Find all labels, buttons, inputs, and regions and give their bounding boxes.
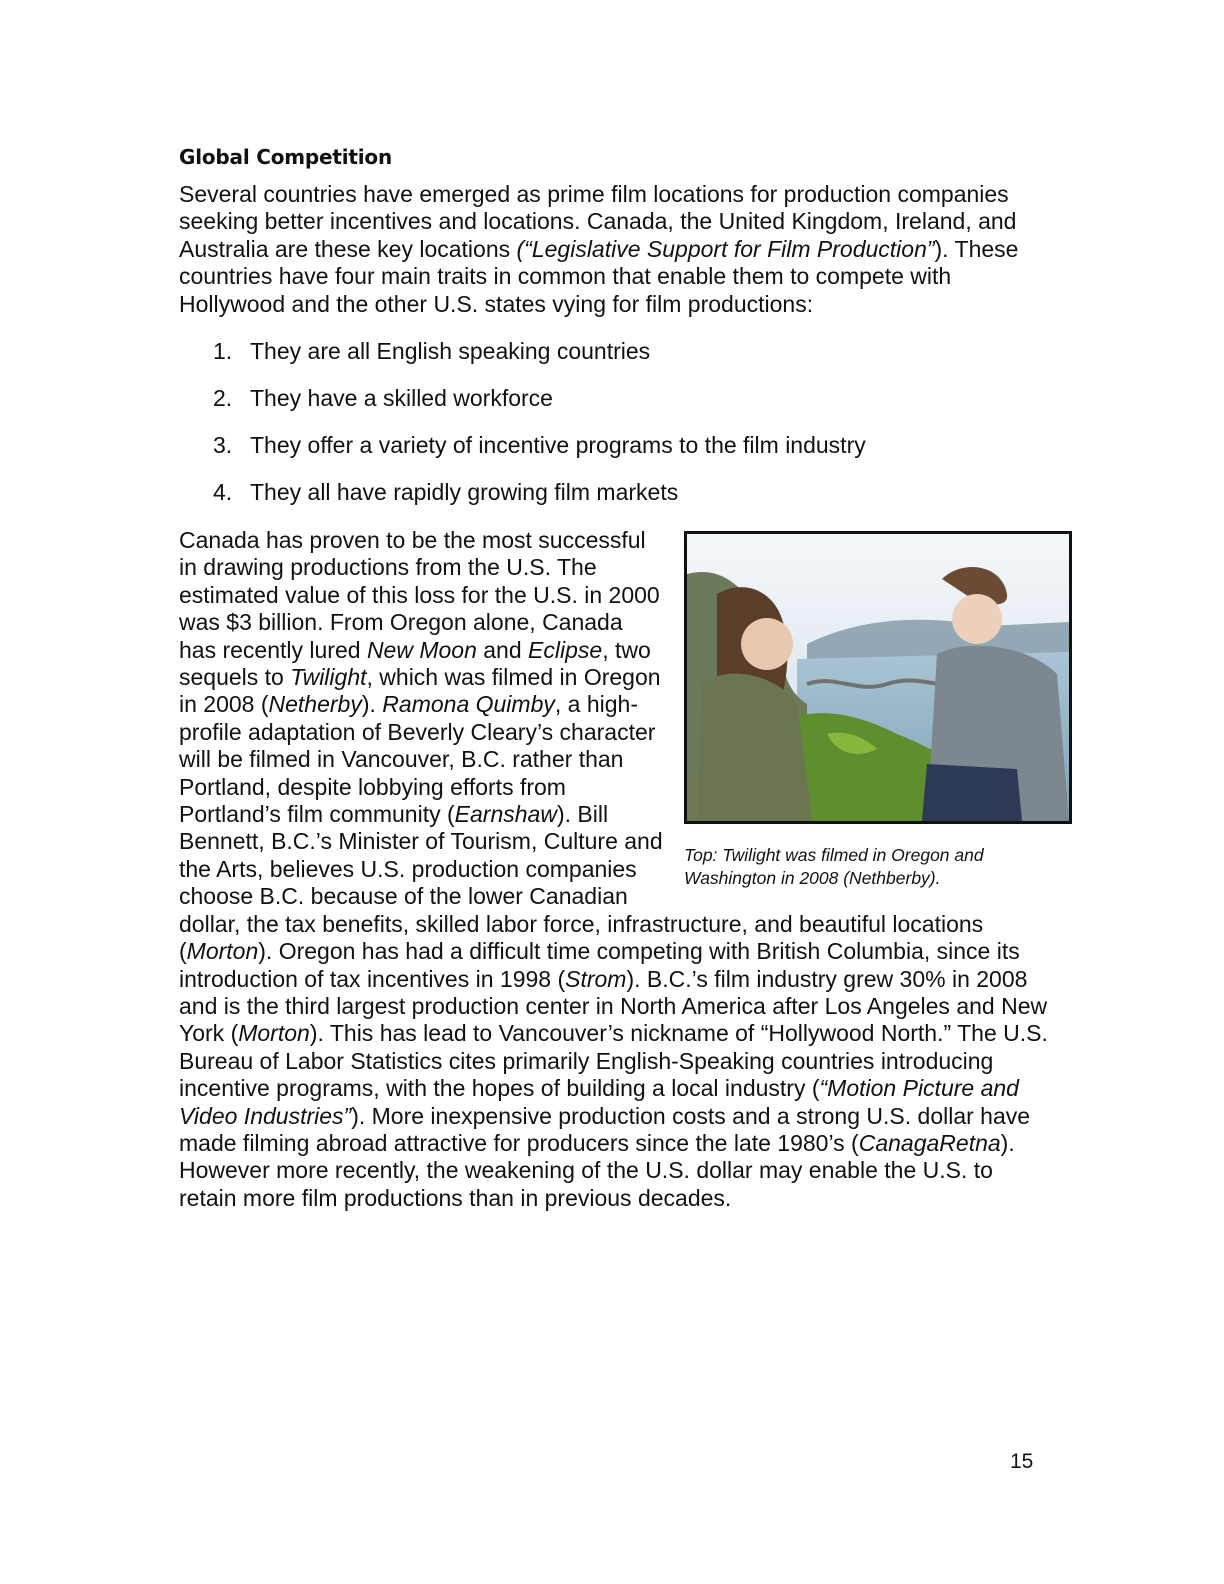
list-item-text: They all have rapidly growing film markets <box>250 479 679 505</box>
body-paragraph <box>179 527 1049 1212</box>
list-item <box>179 383 1049 430</box>
list-item-text: They are all English speaking countries <box>250 338 651 364</box>
list-number: 2. <box>213 385 233 411</box>
body-text: , a high-profile adaptation of Beverly Cleary’s character will be filmed in Vancouver, B.C. rather than Portland, despite lobbying efforts from Portland’s film community ( <box>179 691 656 828</box>
citation: Netherby <box>268 691 362 718</box>
film-title: New Moon <box>366 636 477 663</box>
figure <box>684 531 1074 890</box>
intro-text: Several countries have emerged as prime film locations for production companies seeking better incentives and locations. Canada, the United Kingdom, Ireland, and Australia are these key locations <box>179 181 1017 262</box>
citation: Morton <box>238 1020 310 1047</box>
film-title: Ramona Quimby <box>382 691 555 718</box>
body-text: Canada has proven to be the most successful in drawing productions from the U.S. The estimated value of this loss for the U.S. in 2000 was $3 billion. From Oregon alone, Canada has recently lured <box>179 527 660 663</box>
section-heading: Global Competition <box>179 145 392 169</box>
body-text: ). More inexpensive production costs and a strong U.S. dollar have made filming abroad attractive for producers since the late 1980’s ( <box>179 1102 1031 1156</box>
body-text: and <box>476 636 529 663</box>
intro-text: ). These countries have four main traits in common that enable them to compete with Hollywood and the other U.S. states vying for film productions: <box>179 235 1019 317</box>
citation: Morton <box>186 938 259 965</box>
body-text: , which was filmed in Oregon in 2008 ( <box>179 664 661 718</box>
body-text: ). Oregon has had a difficult time competing with British Columbia, since its introduction of tax incentives in 1998 ( <box>179 938 1020 992</box>
citation: Earnshaw <box>454 801 557 828</box>
body-text: ). <box>361 691 383 718</box>
list-number: 4. <box>213 479 233 505</box>
list-item-text: They have a skilled workforce <box>250 385 553 411</box>
intro-paragraph <box>179 181 1049 318</box>
film-title: Twilight <box>290 664 367 691</box>
body-text: , two sequels to <box>179 636 651 691</box>
list-item-text: They offer a variety of incentive programs to the film industry <box>250 432 866 458</box>
citation: “Motion Picture and Video Industries” <box>179 1075 1019 1129</box>
body-text: ). Bill Bennett, B.C.’s Minister of Tourism, Culture and the Arts, believes U.S. production companies choose B.C. because of the lower Canadian dollar, the tax benefits, skilled labor force, infrastructure, and beautiful locations ( <box>179 801 984 965</box>
list-number: 1. <box>213 338 233 364</box>
body-text: ). However more recently, the weakening of the U.S. dollar may enable the U.S. to retain more film productions than in previous decades. <box>179 1129 1015 1211</box>
citation: Strom <box>565 965 627 992</box>
list-number: 3. <box>213 432 233 458</box>
list-item <box>179 430 1049 477</box>
film-still-illustration <box>687 534 1069 821</box>
traits-list <box>179 336 1049 524</box>
citation: CanagaRetna <box>858 1129 1001 1156</box>
body-text: ). B.C.’s film industry grew 30% in 2008 and is the third largest production center in North America after Los Angeles and New York ( <box>179 965 1048 1047</box>
film-still-photo <box>684 531 1072 824</box>
figure-caption: Top: Twilight was filmed in Oregon and Washington in 2008 (Nethberby). <box>684 845 984 888</box>
body-text: ). This has lead to Vancouver’s nickname of “Hollywood North.” The U.S. Bureau of Labor Statistics cites primarily English-Speaking countries introducing incentive programs, with the hopes of building a local industry ( <box>179 1020 1048 1102</box>
page-number: 15 <box>1010 1450 1034 1473</box>
list-item <box>179 336 1049 383</box>
list-item <box>179 477 1049 524</box>
citation: (“Legislative Support for Film Production” <box>516 235 935 262</box>
film-title: Eclipse <box>528 636 603 663</box>
